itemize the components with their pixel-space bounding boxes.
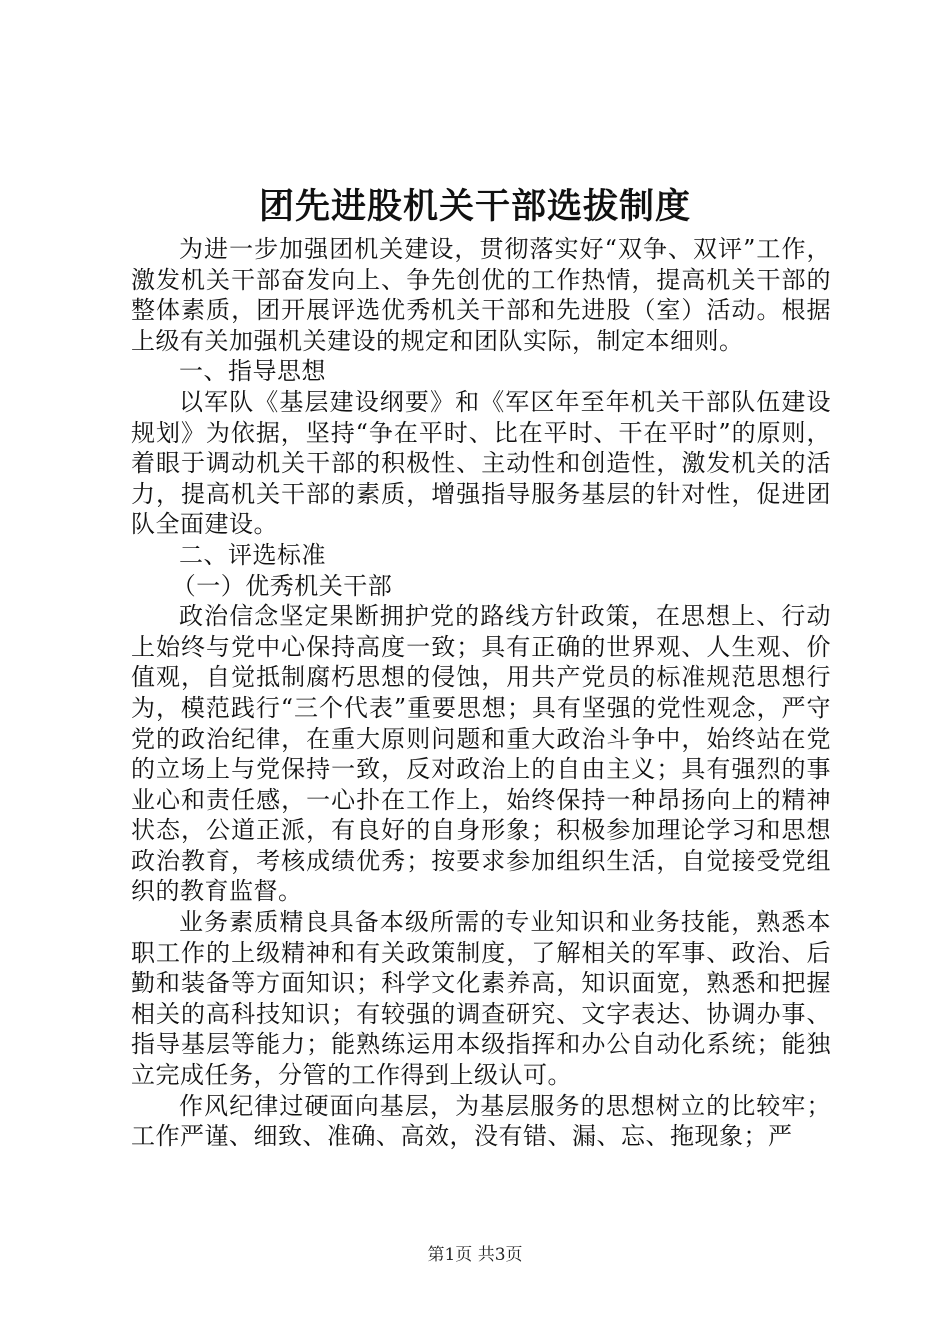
document-body <box>131 234 831 1152</box>
work-style-paragraph: 作风纪律过硬面向基层，为基层服务的思想树立的比较牢；工作严谨、细致、准确、高效，没有错、漏、忘、拖现象；严 <box>131 1091 831 1151</box>
document-title: 团先进股机关干部选拔制度 <box>258 186 691 227</box>
guiding-thought-paragraph: 以军队《基层建设纲要》和《军区年至年机关干部队伍建设规划》为依据，坚持“争在平时、比在平时、干在平时”的原则，着眼于调动机关干部的积极性、主动性和创造性，激发机关的活力，提高机关干部的素质，增强指导服务基层的针对性，促进团队全面建设。 <box>131 387 831 539</box>
professional-quality-paragraph: 业务素质精良具备本级所需的专业知识和业务技能，熟悉本职工作的上级精神和有关政策制度，了解相关的军事、政治、后勤和装备等方面知识；科学文化素养高，知识面宽，熟悉和把握相关的高科技知识；有较强的调查研究、文字表达、协调办事、指导基层等能力；能熟练运用本级指挥和办公自动化系统；能独立完成任务，分管的工作得到上级认可。 <box>131 908 831 1090</box>
intro-paragraph: 为进一步加强团机关建设，贯彻落实好“双争、双评”工作，激发机关干部奋发向上、争先创优的工作热情，提高机关干部的整体素质，团开展评选优秀机关干部和先进股（室）活动。根据上级有关加强机关建设的规定和团队实际，制定本细则。 <box>131 235 831 355</box>
subsection-heading-excellent-cadre: （一）优秀机关干部 <box>171 571 393 600</box>
section-heading-selection-criteria: 二、评选标准 <box>179 540 326 569</box>
section-heading-guiding-thought: 一、指导思想 <box>179 357 326 386</box>
political-belief-paragraph: 政治信念坚定果断拥护党的路线方针政策，在思想上、行动上始终与党中心保持高度一致；具有正确的世界观、人生观、价值观，自觉抵制腐朽思想的侵蚀，用共产党员的标准规范思想行为，模范践行“三个代表”重要思想；具有坚强的党性观念，严守党的政治纪律，在重大原则问题和重大政治斗争中，始终站在党的立场上与党保持一致，反对政治上的自由主义；具有强烈的事业心和责任感，一心扑在工作上，始终保持一种昂扬向上的精神状态，公道正派，有良好的自身形象；积极参加理论学习和思想政治教育，考核成绩优秀；按要求参加组织生活，自觉接受党组织的教育监督。 <box>131 602 831 906</box>
page-footer: 第1页 共3页 <box>427 1245 523 1265</box>
